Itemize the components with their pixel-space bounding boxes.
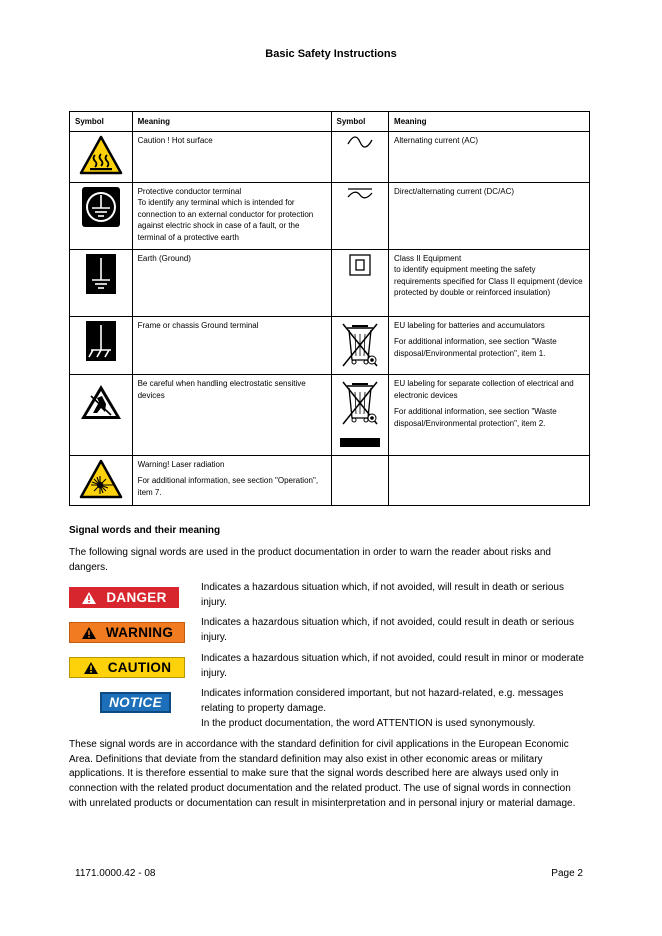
notice-label: NOTICE (109, 695, 162, 710)
page-number: Page 2 (551, 868, 583, 879)
meaning-cell (389, 316, 590, 375)
symbol-cell-empty (331, 455, 389, 506)
meaning-cell (389, 249, 590, 316)
safety-symbols-table (69, 111, 590, 506)
protective-conductor-icon (81, 186, 121, 228)
meaning-cell (389, 182, 590, 249)
meaning-cell (389, 375, 590, 456)
dc-ac-icon (345, 186, 375, 200)
meaning-text: Frame or chassis Ground terminal (137, 320, 259, 330)
ac-icon (345, 135, 375, 149)
warning-triangle-icon (81, 591, 97, 605)
page-title: Basic Safety Instructions (265, 48, 397, 60)
signal-words-heading: Signal words and their meaning (69, 525, 221, 536)
meaning-text: EU labeling for separate collection of electrical and electronic devices (394, 379, 574, 400)
symbol-cell (331, 182, 389, 249)
meaning-text: Caution ! Hot surface (137, 136, 213, 145)
warning-label: WARNING (105, 625, 174, 640)
signal-words-intro: The following signal words are used in the product documentation in order to warn the reader about risks and dangers. (69, 547, 551, 573)
header-symbol-2: Symbol (331, 112, 389, 132)
warning-triangle-icon (81, 626, 97, 640)
header-symbol-1: Symbol (70, 112, 133, 132)
table-row (70, 455, 590, 506)
header-meaning-1: Meaning (132, 112, 331, 132)
meaning-cell (132, 316, 331, 375)
notice-description: Indicates information considered important, but not hazard-related, e.g. messages relating to property damage. In the product documentation, the word ATTENTION is used synonymously. (201, 688, 564, 729)
table-row (70, 316, 590, 375)
class-ii-icon (349, 254, 371, 276)
warning-triangle-icon (83, 661, 99, 675)
laser-icon (79, 459, 123, 499)
meaning-text: Class II Equipment (394, 253, 462, 263)
weee-bin-icon (338, 378, 382, 448)
table-row (70, 182, 590, 249)
danger-description: Indicates a hazardous situation which, if not avoided, will result in death or serious injury. (201, 582, 564, 608)
notice-badge (100, 692, 171, 713)
hot-surface-icon (79, 135, 123, 175)
meaning-text: Protective conductor terminal (137, 186, 242, 196)
symbol-cell (70, 132, 133, 183)
table-row (70, 375, 590, 456)
meaning-text: Be careful when handling electrostatic sensitive devices (137, 379, 306, 400)
symbol-cell (70, 455, 133, 506)
table-row (70, 132, 590, 183)
chassis-ground-icon (84, 320, 118, 362)
caution-label: CAUTION (107, 660, 172, 675)
meaning-text: Alternating current (AC) (394, 136, 479, 145)
meaning-text: EU labeling for batteries and accumulators (394, 320, 545, 330)
warning-description: Indicates a hazardous situation which, if not avoided, could result in death or serious injury. (201, 617, 574, 643)
meaning-cell (132, 375, 331, 456)
danger-badge (69, 587, 179, 608)
symbol-cell (331, 375, 389, 456)
meaning-text: To identify any terminal which is intended for connection to an external conductor for protection against electric shock in case of a fault, or the terminal of a protective earth (137, 198, 314, 242)
symbol-cell (331, 316, 389, 375)
meaning-cell (132, 182, 331, 249)
signal-words-closing: These signal words are in accordance with the standard definition for civil applications in the European Economic Area. Definitions that deviate from the standard definition may also exist in other economic areas or military applications. It is therefore essential to make sure that the signal words described here are always used only in connection with the related product documentation and the related product. The use of signal words in connection with unrelated products or documentation can result in misinterpretation and in personal injury or material damage. (69, 739, 576, 809)
table-header-row (70, 112, 590, 132)
symbol-cell (70, 249, 133, 316)
meaning-cell (389, 132, 590, 183)
battery-bin-icon (338, 320, 382, 368)
symbol-cell (70, 375, 133, 456)
symbol-cell (70, 316, 133, 375)
esd-icon (79, 382, 123, 422)
caution-description: Indicates a hazardous situation which, if not avoided, could result in minor or moderate injury. (201, 653, 584, 679)
meaning-text: Warning! Laser radiation (137, 459, 225, 469)
meaning-text: Earth (Ground) (137, 253, 191, 263)
meaning-cell (132, 249, 331, 316)
meaning-text: For additional information, see section "Waste disposal/Environmental protection", item 2. (394, 407, 557, 428)
meaning-text: For additional information, see section "Operation", item 7. (137, 476, 319, 497)
meaning-cell-empty (389, 455, 590, 506)
meaning-cell (132, 455, 331, 506)
meaning-cell (132, 132, 331, 183)
meaning-text: to identify equipment meeting the safety requirements specified for Class II equipment (device protected by double or reinforced insulation) (394, 265, 583, 297)
caution-badge (69, 657, 185, 678)
danger-label: DANGER (106, 590, 167, 605)
warning-badge (69, 622, 185, 643)
meaning-text: For additional information, see section "Waste disposal/Environmental protection", item 1. (394, 337, 557, 358)
table-row (70, 249, 590, 316)
symbol-cell (70, 182, 133, 249)
document-number: 1171.0000.42 - 08 (75, 868, 156, 879)
earth-ground-icon (84, 253, 118, 295)
meaning-text: Direct/alternating current (DC/AC) (394, 186, 515, 196)
symbol-cell (331, 132, 389, 183)
header-meaning-2: Meaning (389, 112, 590, 132)
symbol-cell (331, 249, 389, 316)
